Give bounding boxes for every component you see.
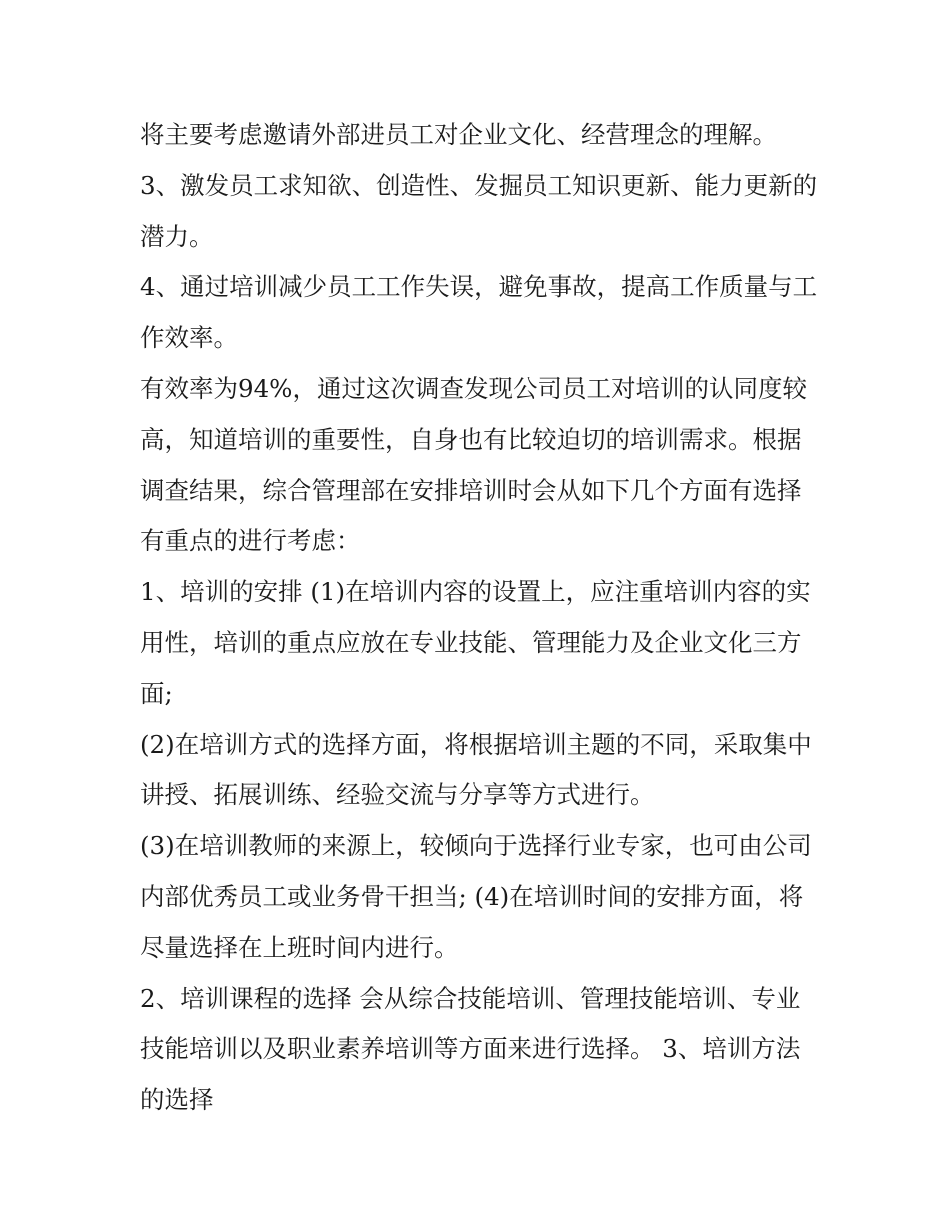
paragraph-course-selection: 2、培训课程的选择 会从综合技能培训、管理技能培训、专业技能培训以及职业素养培训等方面来进行选择。 3、培训方法的选择: [140, 983, 801, 1115]
paragraph-item-4-reduce-errors: 4、通过培训减少员工工作失误，避免事故，提高工作质量与工作效率。: [140, 272, 818, 353]
paragraph-trainer-source: (3)在培训教师的来源上，较倾向于选择行业专家，也可由公司内部优秀员工或业务骨干担当; (4)在培训时间的安排方面，将尽量选择在上班时间内进行。: [140, 831, 812, 962]
document-body: [140, 110, 820, 1126]
paragraph-item-3-motivation: 3、激发员工求知欲、创造性、发掘员工知识更新、能力更新的潜力。: [140, 170, 818, 251]
paragraph-intro-continuation: 将主要考虑邀请外部进员工对企业文化、经营理念的理解。: [140, 120, 777, 149]
paragraph-survey-results: 有效率为94%，通过这次调查发现公司员工对培训的认同度较高，知道培训的重要性，自身也有比较迫切的培训需求。根据调查结果，综合管理部在安排培训时会从如下几个方面有选择有重点的进行考虑：: [140, 373, 807, 556]
paragraph-training-arrangement: 1、培训的安排 (1)在培训内容的设置上，应注重培训内容的实用性，培训的重点应放在专业技能、管理能力及企业文化三方面;: [140, 577, 811, 708]
paragraph-training-method: (2)在培训方式的选择方面，将根据培训主题的不同，采取集中讲授、拓展训练、经验交流与分享等方式进行。: [140, 729, 812, 810]
